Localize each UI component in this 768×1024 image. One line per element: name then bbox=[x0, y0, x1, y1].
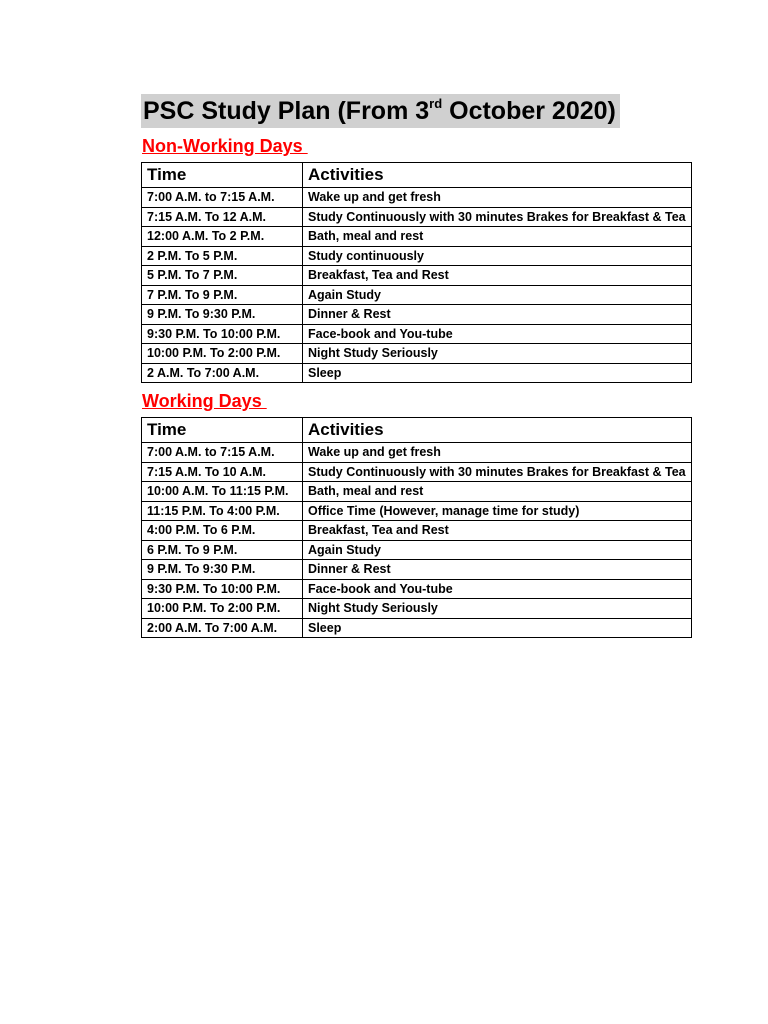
section-working-days bbox=[141, 389, 693, 638]
time-cell: 9 P.M. To 9:30 P.M. bbox=[142, 560, 303, 580]
time-cell: 5 P.M. To 7 P.M. bbox=[142, 266, 303, 286]
table-header-row bbox=[142, 163, 692, 188]
time-cell: 7:00 A.M. to 7:15 A.M. bbox=[142, 443, 303, 463]
activity-cell: Again Study bbox=[303, 285, 692, 305]
table-row bbox=[142, 443, 692, 463]
activity-cell: Breakfast, Tea and Rest bbox=[303, 521, 692, 541]
title-suffix: October 2020) bbox=[442, 97, 616, 125]
column-header-activities: Activities bbox=[303, 418, 692, 443]
table-row bbox=[142, 188, 692, 208]
time-cell: 7 P.M. To 9 P.M. bbox=[142, 285, 303, 305]
column-header-time: Time bbox=[142, 418, 303, 443]
time-cell: 9:30 P.M. To 10:00 P.M. bbox=[142, 579, 303, 599]
table-row bbox=[142, 618, 692, 638]
activity-cell: Sleep bbox=[303, 618, 692, 638]
table-row bbox=[142, 482, 692, 502]
page-title bbox=[141, 94, 620, 128]
time-cell: 9 P.M. To 9:30 P.M. bbox=[142, 305, 303, 325]
activity-cell: Night Study Seriously bbox=[303, 599, 692, 619]
table-row bbox=[142, 285, 692, 305]
table-row bbox=[142, 579, 692, 599]
activity-cell: Face-book and You-tube bbox=[303, 579, 692, 599]
activity-cell: Breakfast, Tea and Rest bbox=[303, 266, 692, 286]
table-row bbox=[142, 227, 692, 247]
title-prefix: PSC Study Plan (From 3 bbox=[143, 97, 430, 125]
time-cell: 10:00 A.M. To 11:15 P.M. bbox=[142, 482, 303, 502]
table-header-row bbox=[142, 418, 692, 443]
table-body-working-days bbox=[142, 443, 692, 638]
table-row bbox=[142, 266, 692, 286]
activity-cell: Study Continuously with 30 minutes Brakes for Breakfast & Tea bbox=[303, 207, 692, 227]
activity-cell: Sleep bbox=[303, 363, 692, 383]
table-row bbox=[142, 344, 692, 364]
time-cell: 6 P.M. To 9 P.M. bbox=[142, 540, 303, 560]
table-row bbox=[142, 540, 692, 560]
activity-cell: Office Time (However, manage time for study) bbox=[303, 501, 692, 521]
time-cell: 12:00 A.M. To 2 P.M. bbox=[142, 227, 303, 247]
section-heading-non-working-days: Non-Working Days bbox=[142, 136, 308, 156]
time-cell: 2:00 A.M. To 7:00 A.M. bbox=[142, 618, 303, 638]
activity-cell: Dinner & Rest bbox=[303, 305, 692, 325]
activity-cell: Again Study bbox=[303, 540, 692, 560]
time-cell: 11:15 P.M. To 4:00 P.M. bbox=[142, 501, 303, 521]
activity-cell: Wake up and get fresh bbox=[303, 443, 692, 463]
column-header-activities: Activities bbox=[303, 163, 692, 188]
schedule-table-non-working-days bbox=[141, 162, 692, 383]
time-cell: 10:00 P.M. To 2:00 P.M. bbox=[142, 599, 303, 619]
table-row bbox=[142, 324, 692, 344]
study-plan-document bbox=[141, 94, 693, 638]
table-row bbox=[142, 521, 692, 541]
section-heading-working-days: Working Days bbox=[142, 391, 267, 411]
table-body-non-working-days bbox=[142, 188, 692, 383]
table-row bbox=[142, 462, 692, 482]
activity-cell: Bath, meal and rest bbox=[303, 227, 692, 247]
time-cell: 10:00 P.M. To 2:00 P.M. bbox=[142, 344, 303, 364]
time-cell: 7:15 A.M. To 10 A.M. bbox=[142, 462, 303, 482]
activity-cell: Dinner & Rest bbox=[303, 560, 692, 580]
time-cell: 9:30 P.M. To 10:00 P.M. bbox=[142, 324, 303, 344]
time-cell: 2 A.M. To 7:00 A.M. bbox=[142, 363, 303, 383]
activity-cell: Study continuously bbox=[303, 246, 692, 266]
title-superscript: rd bbox=[429, 96, 443, 111]
time-cell: 7:15 A.M. To 12 A.M. bbox=[142, 207, 303, 227]
table-row bbox=[142, 363, 692, 383]
time-cell: 4:00 P.M. To 6 P.M. bbox=[142, 521, 303, 541]
activity-cell: Night Study Seriously bbox=[303, 344, 692, 364]
activity-cell: Bath, meal and rest bbox=[303, 482, 692, 502]
section-non-working-days bbox=[141, 134, 693, 383]
table-row bbox=[142, 560, 692, 580]
table-row bbox=[142, 246, 692, 266]
schedule-table-working-days bbox=[141, 417, 692, 638]
column-header-time: Time bbox=[142, 163, 303, 188]
time-cell: 7:00 A.M. to 7:15 A.M. bbox=[142, 188, 303, 208]
activity-cell: Wake up and get fresh bbox=[303, 188, 692, 208]
table-row bbox=[142, 599, 692, 619]
activity-cell: Face-book and You-tube bbox=[303, 324, 692, 344]
table-row bbox=[142, 305, 692, 325]
table-row bbox=[142, 501, 692, 521]
time-cell: 2 P.M. To 5 P.M. bbox=[142, 246, 303, 266]
activity-cell: Study Continuously with 30 minutes Brakes for Breakfast & Tea bbox=[303, 462, 692, 482]
table-row bbox=[142, 207, 692, 227]
